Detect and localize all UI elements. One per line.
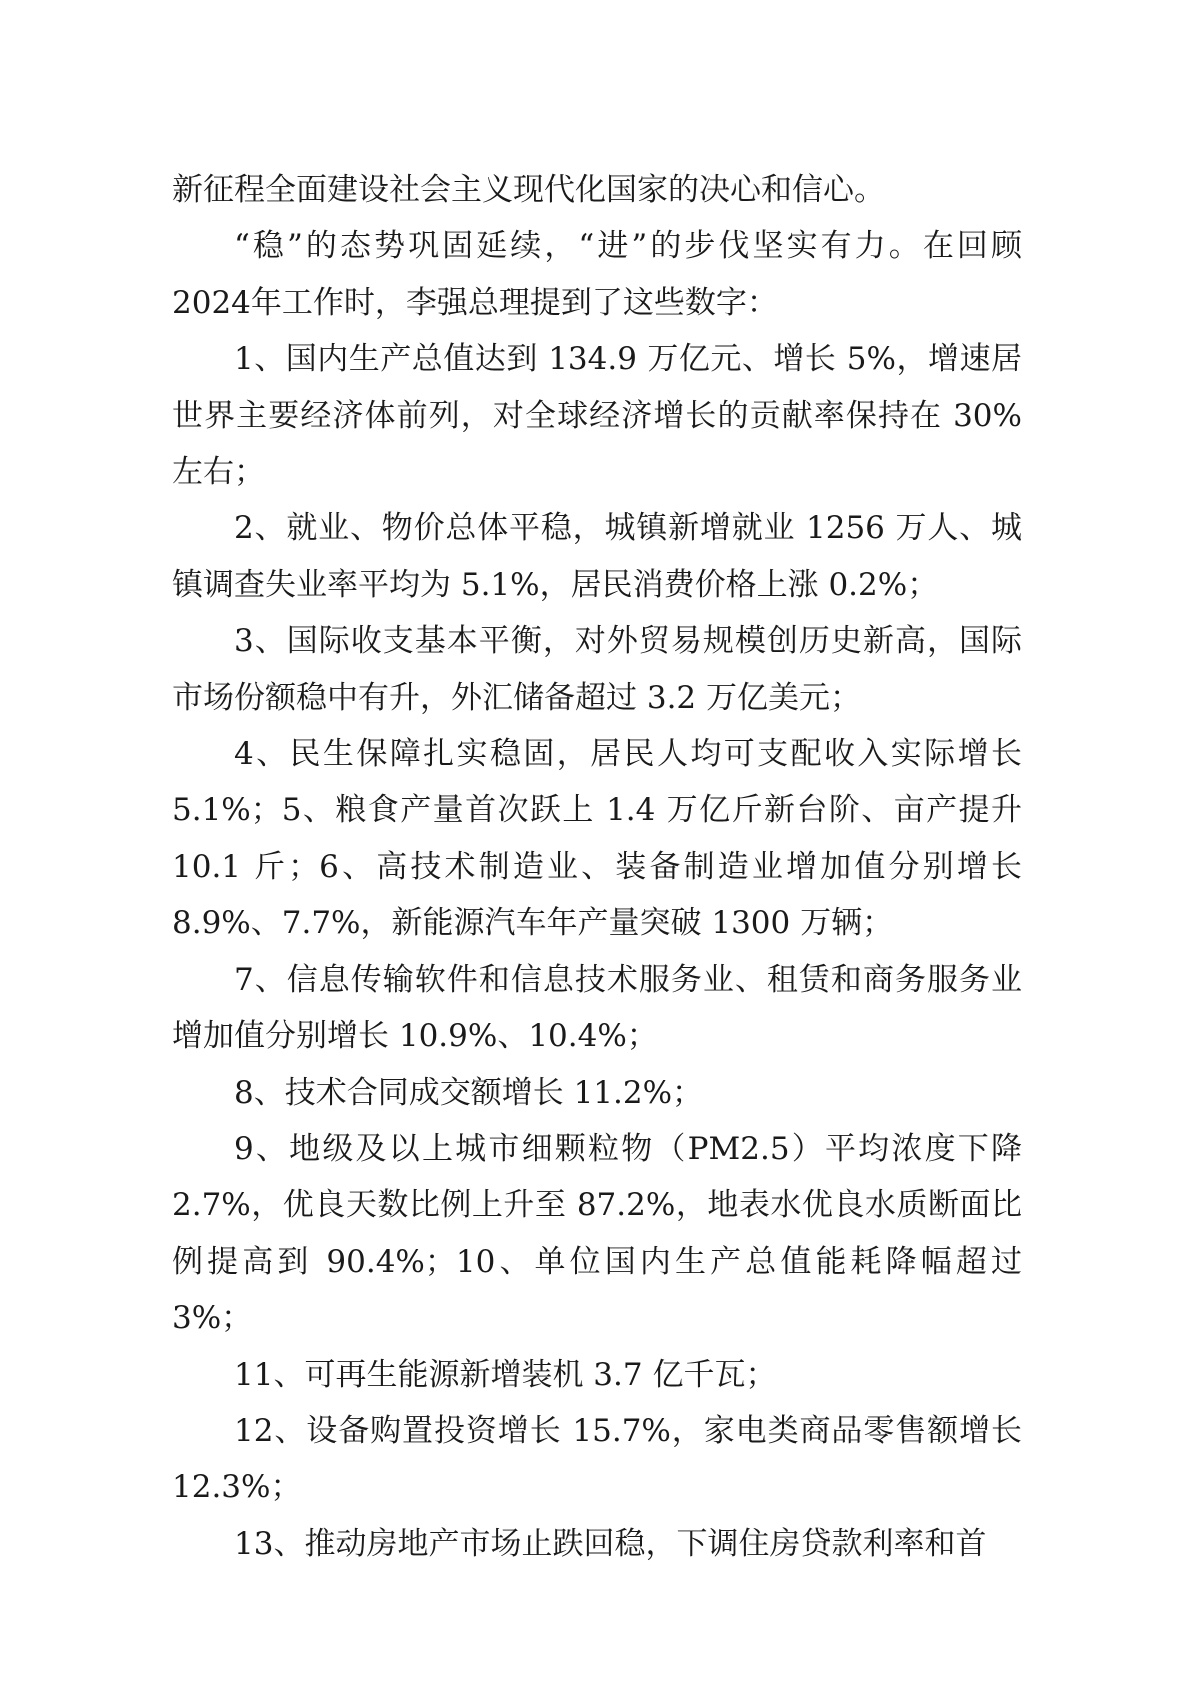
paragraph-item-12: 12、设备购置投资增长 15.7%，家电类商品零售额增长12.3%； (172, 1412, 1022, 1506)
paragraph-item-11: 11、可再生能源新增装机 3.7 亿千瓦； (234, 1356, 777, 1393)
paragraph-item-2: 2、就业、物价总体平稳，城镇新增就业 1256 万人、城镇调查失业率平均为 5.1%，居民消费价格上涨 0.2%； (172, 510, 1022, 603)
paragraph-item-7: 7、信息传输软件和信息技术服务业、租赁和商务服务业增加值分别增长 10.9%、10.4%； (172, 961, 1022, 1055)
paragraph-item-3: 3、国际收支基本平衡，对外贸易规模创历史新高，国际市场份额稳中有升，外汇储备超过 3.2 万亿美元； (172, 623, 1022, 716)
paragraph-continuation: 新征程全面建设社会主义现代化国家的决心和信心。 (172, 172, 885, 208)
paragraph-item-8: 8、技术合同成交额增长 11.2%； (234, 1074, 704, 1111)
paragraph-item-13: 13、推动房地产市场止跌回稳，下调住房贷款利率和首 (234, 1525, 987, 1562)
paragraph-item-4-6: 4、民生保障扎实稳固，居民人均可支配收入实际增长5.1%；5、粮食产量首次跃上 1.4 万亿斤新台阶、亩产提升10.1 斤；6、高技术制造业、装备制造业增加值分别增长8.9%、7.7%，新能源汽车年产量突破 1300 万辆； (172, 736, 1022, 942)
paragraph-item-9-10: 9、地级及以上城市细颗粒物（PM2.5）平均浓度下降2.7%，优良天数比例上升至 87.2%，地表水优良水质断面比例提高到 90.4%；10、单位国内生产总值能耗降幅超过 3%； (172, 1130, 1022, 1337)
paragraph-item-1: 1、国内生产总值达到 134.9 万亿元、增长 5%，增速居世界主要经济体前列，对全球经济增长的贡献率保持在 30%左右； (172, 341, 1022, 491)
document-body (172, 162, 1022, 1572)
paragraph-intro: “稳”的态势巩固延续，“进”的步伐坚实有力。在回顾2024年工作时，李强总理提到了这些数字： (172, 228, 1022, 321)
